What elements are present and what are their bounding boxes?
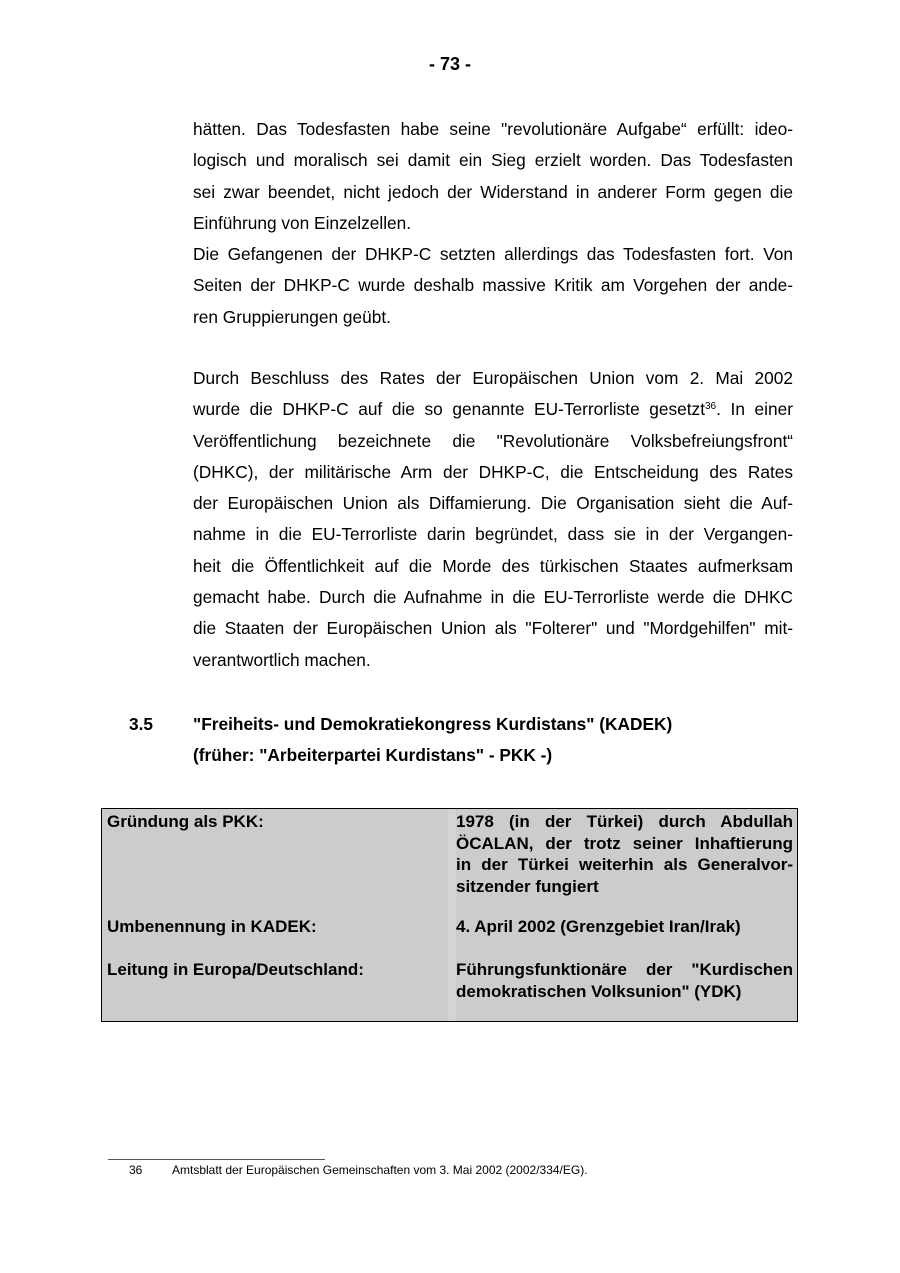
- section-subtitle: (früher: "Arbeiterpartei Kurdistans" - PKK -): [193, 745, 553, 765]
- footnote-number: 36: [129, 1163, 143, 1177]
- text-line-with-footnote: [193, 394, 793, 425]
- text-line: verantwortlich machen.: [193, 649, 371, 670]
- text-line: Einführung von Einzelzellen.: [193, 212, 412, 233]
- text-fragment: wurde die DHKP-C auf die so genannte EU-Terrorliste gesetzt: [193, 399, 705, 420]
- value-line: 1978 (in der Türkei) durch Abdullah: [456, 812, 793, 831]
- text-line: Seiten der DHKP-C wurde deshalb massive Kritik am Vorgehen der ande-: [193, 275, 793, 296]
- value-line: 4. April 2002 (Grenzgebiet Iran/Irak): [456, 917, 741, 936]
- footnote-reference[interactable]: 36: [705, 401, 717, 413]
- text-fragment: . In einer: [716, 399, 793, 420]
- text-line: gemacht habe. Durch die Aufnahme in die EU-Terrorliste werde die DHKC: [193, 587, 793, 608]
- page-number: - 73 -: [428, 54, 471, 74]
- section-title: "Freiheits- und Demokratiekongress Kurdistans" (KADEK): [193, 714, 673, 734]
- text-line: heit die Öffentlichkeit auf die Morde des türkischen Staates aufmerksam: [193, 555, 793, 576]
- text-line: der Europäischen Union als Diffamierung. Die Organisation sieht die Auf-: [193, 493, 793, 514]
- value-line: sitzender fungiert: [456, 876, 599, 896]
- paragraph-2: [193, 363, 793, 676]
- text-line: sei zwar beendet, nicht jedoch der Widerstand in anderer Form gegen die: [193, 181, 793, 202]
- row-label: Gründung als PKK:: [107, 812, 264, 831]
- text-line: hätten. Das Todesfasten habe seine "revolutionäre Aufgabe“ erfüllt: ideo-: [193, 119, 793, 139]
- value-line: Führungsfunktionäre der "Kurdischen: [456, 960, 793, 979]
- text-line: Veröffentlichung bezeichnete die "Revolutionäre Volksbefreiungsfront“: [193, 430, 793, 451]
- row-label: Umbenennung in KADEK:: [107, 917, 317, 936]
- footnote-text: Amtsblatt der Europäischen Gemeinschaften vom 3. Mai 2002 (2002/334/EG).: [172, 1163, 588, 1177]
- text-line: die Staaten der Europäischen Union als "Folterer" und "Mordgehilfen" mit-: [193, 618, 793, 639]
- value-line: ÖCALAN, der trotz seiner Inhaftierung: [456, 833, 793, 853]
- text-line: Durch Beschluss des Rates der Europäischen Union vom 2. Mai 2002: [193, 368, 793, 388]
- section-number: 3.5: [129, 714, 154, 734]
- info-table: [101, 808, 798, 1022]
- paragraph-1: [193, 114, 793, 333]
- text-line: logisch und moralisch sei damit ein Sieg erzielt worden. Das Todesfasten: [193, 150, 793, 171]
- text-line: (DHKC), der militärische Arm der DHKP-C, die Entscheidung des Rates: [193, 461, 793, 482]
- text-line: Die Gefangenen der DHKP-C setzten allerdings das Todesfasten fort. Von: [193, 244, 793, 265]
- value-line: demokratischen Volksunion" (YDK): [456, 981, 742, 1001]
- row-value: [456, 916, 793, 938]
- row-value: [456, 811, 793, 897]
- text-line: nahme in die EU-Terrorliste darin begründet, dass sie in der Vergangen-: [193, 524, 793, 545]
- table-column-gap: [448, 809, 456, 1021]
- row-value: [456, 959, 793, 1002]
- value-line: in der Türkei weiterhin als Generalvor-: [456, 855, 793, 874]
- text-line: ren Gruppierungen geübt.: [193, 306, 391, 327]
- row-label: Leitung in Europa/Deutschland:: [107, 960, 364, 979]
- footnote-separator: [108, 1159, 325, 1160]
